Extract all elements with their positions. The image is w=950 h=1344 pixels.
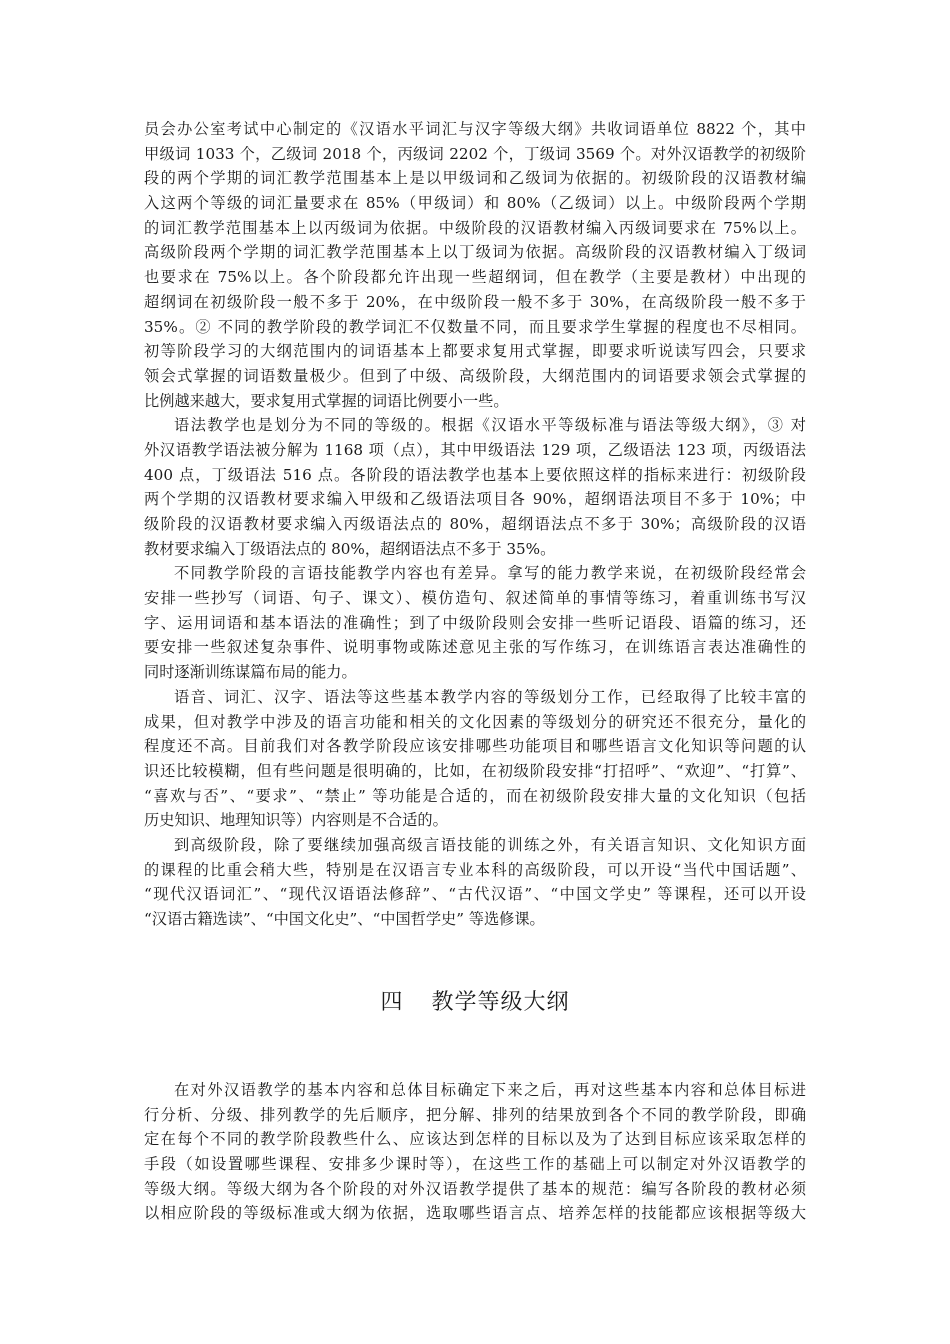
text-line: 甲级词 1033 个，乙级词 2018 个，丙级词 2202 个，丁级词 3569 个。对外汉语教学的初级阶 xyxy=(144,144,806,163)
text-line: 两个学期的汉语教材要求编入甲级和乙级语法项目各 90%，超纲语法项目不多于 10%；中 xyxy=(144,490,806,509)
text-line: 识还比较模糊，但有些问题是很明确的，比如，在初级阶段安排“打招呼”、“欢迎”、“打算”、 xyxy=(144,761,806,780)
text-line: 在对外汉语教学的基本内容和总体目标确定下来之后，再对这些基本内容和总体目标进 xyxy=(174,1081,806,1099)
body-text-upper xyxy=(144,117,806,932)
text-line: 以相应阶段的等级标准或大纲为依据，选取哪些语言点、培养怎样的技能都应该根据等级大 xyxy=(144,1204,806,1223)
text-line: 外汉语教学语法被分解为 1168 项（点），其中甲级语法 129 项，乙级语法 123 项，丙级语法 xyxy=(144,440,806,459)
body-text-lower xyxy=(144,1078,806,1226)
text-line: 入这两个等级的词汇量要求在 85%（甲级词）和 80%（乙级词）以上。中级阶段两个学期 xyxy=(144,194,806,213)
text-line: “汉语古籍选读”、“中国文化史”、“中国哲学史” 等选修课。 xyxy=(144,910,545,928)
text-line: 的词汇教学范围基本上以丙级词为依据。中级阶段的汉语教材编入丙级词要求在 75%以上。 xyxy=(144,218,806,237)
section-number: 四 xyxy=(380,990,404,1015)
text-line: 教材要求编入丁级语法点的 80%，超纲语法点不多于 35%。 xyxy=(144,539,556,558)
text-line: 初等阶段学习的大纲范围内的词语基本上都要求复用式掌握，即要求听说读写四会，只要求 xyxy=(144,342,806,361)
text-line: 行分析、分级、排列教学的先后顺序，把分解、排列的结果放到各个不同的教学阶段，即确 xyxy=(144,1105,806,1124)
text-line: 字、运用词语和基本语法的准确性；到了中级阶段则会安排一些听记语段、语篇的练习，还 xyxy=(144,613,806,632)
text-line: 历史知识、地理知识等）内容则是不合适的。 xyxy=(144,811,448,830)
text-line: 员会办公室考试中心制定的《汉语水平词汇与汉字等级大纲》共收词语单位 8822 个，其中 xyxy=(144,120,806,138)
text-line: 比例越来越大，要求复用式掌握的词语比例要小一些。 xyxy=(144,391,509,410)
section-title: 教学等级大纲 xyxy=(431,990,570,1015)
text-line: 语音、词汇、汉字、语法等这些基本教学内容的等级划分工作，已经取得了比较丰富的 xyxy=(174,687,806,706)
text-line: 不同教学阶段的言语技能教学内容也有差异。拿写的能力教学来说，在初级阶段经常会 xyxy=(174,564,806,583)
text-line: 定在每个不同的教学阶段教些什么、应该达到怎样的目标以及为了达到目标应该采取怎样的 xyxy=(144,1130,806,1149)
text-line: 手段（如设置哪些课程、安排多少课时等），在这些工作的基础上可以制定对外汉语教学的 xyxy=(144,1155,806,1174)
text-line: 400 点，丁级语法 516 点。各阶段的语法教学也基本上要依照这样的指标来进行：初级阶段 xyxy=(144,465,806,484)
text-line: 超纲词在初级阶段一般不多于 20%，在中级阶段一般不多于 30%，在高级阶段一般不多于 xyxy=(144,292,806,311)
text-line: 成果，但对教学中涉及的语言功能和相关的文化因素的等级划分的研究还不很充分，量化的 xyxy=(144,712,806,731)
section-heading xyxy=(0,985,950,1016)
text-line: 35%。② 不同的教学阶段的教学词汇不仅数量不同，而且要求学生掌握的程度也不尽相同。 xyxy=(144,317,806,336)
text-line: 级阶段的汉语教材要求编入丙级语法点的 80%，超纲语法点不多于 30%；高级阶段的汉语 xyxy=(144,515,806,533)
text-line: 也要求在 75%以上。各个阶段都允许出现一些超纲词，但在教学（主要是教材）中出现的 xyxy=(144,268,806,287)
text-line: “现代汉语词汇”、“现代汉语语法修辞”、“古代汉语”、“中国文学史” 等课程，还可以开设 xyxy=(144,885,806,904)
text-line: 到高级阶段，除了要继续加强高级言语技能的训练之外，有关语言知识、文化知识方面 xyxy=(174,835,806,854)
text-line: 同时逐渐训练谋篇布局的能力。 xyxy=(144,663,357,682)
text-line: “喜欢与否”、“要求”、“禁止” 等功能是合适的，而在初级阶段安排大量的文化知识（包括 xyxy=(144,786,806,805)
text-line: 高级阶段两个学期的词汇教学范围基本上以丁级词为依据。高级阶段的汉语教材编入丁级词 xyxy=(144,243,806,262)
text-line: 安排一些抄写（词语、句子、课文）、模仿造句、叙述简单的事情等练习，着重训练书写汉 xyxy=(144,589,806,608)
text-line: 程度还不高。目前我们对各教学阶段应该安排哪些功能项目和哪些语言文化知识等问题的认 xyxy=(144,737,806,756)
text-line: 语法教学也是划分为不同的等级的。根据《汉语水平等级标准与语法等级大纲》，③ 对 xyxy=(174,416,806,435)
text-line: 等级大纲。等级大纲为各个阶段的对外汉语教学提供了基本的规范：编写各阶段的教材必须 xyxy=(144,1179,806,1198)
text-line: 段的两个学期的词汇教学范围基本上是以甲级词和乙级词为依据的。初级阶段的汉语教材编 xyxy=(144,169,806,188)
text-line: 要安排一些叙述复杂事件、说明事物或陈述意见主张的写作练习，在训练语言表达准确性的 xyxy=(144,638,806,657)
text-line: 领会式掌握的词语数量极少。但到了中级、高级阶段，大纲范围内的词语要求领会式掌握的 xyxy=(144,366,806,385)
text-line: 的课程的比重会稍大些，特别是在汉语言专业本科的高级阶段，可以开设“当代中国话题”、 xyxy=(144,860,806,879)
